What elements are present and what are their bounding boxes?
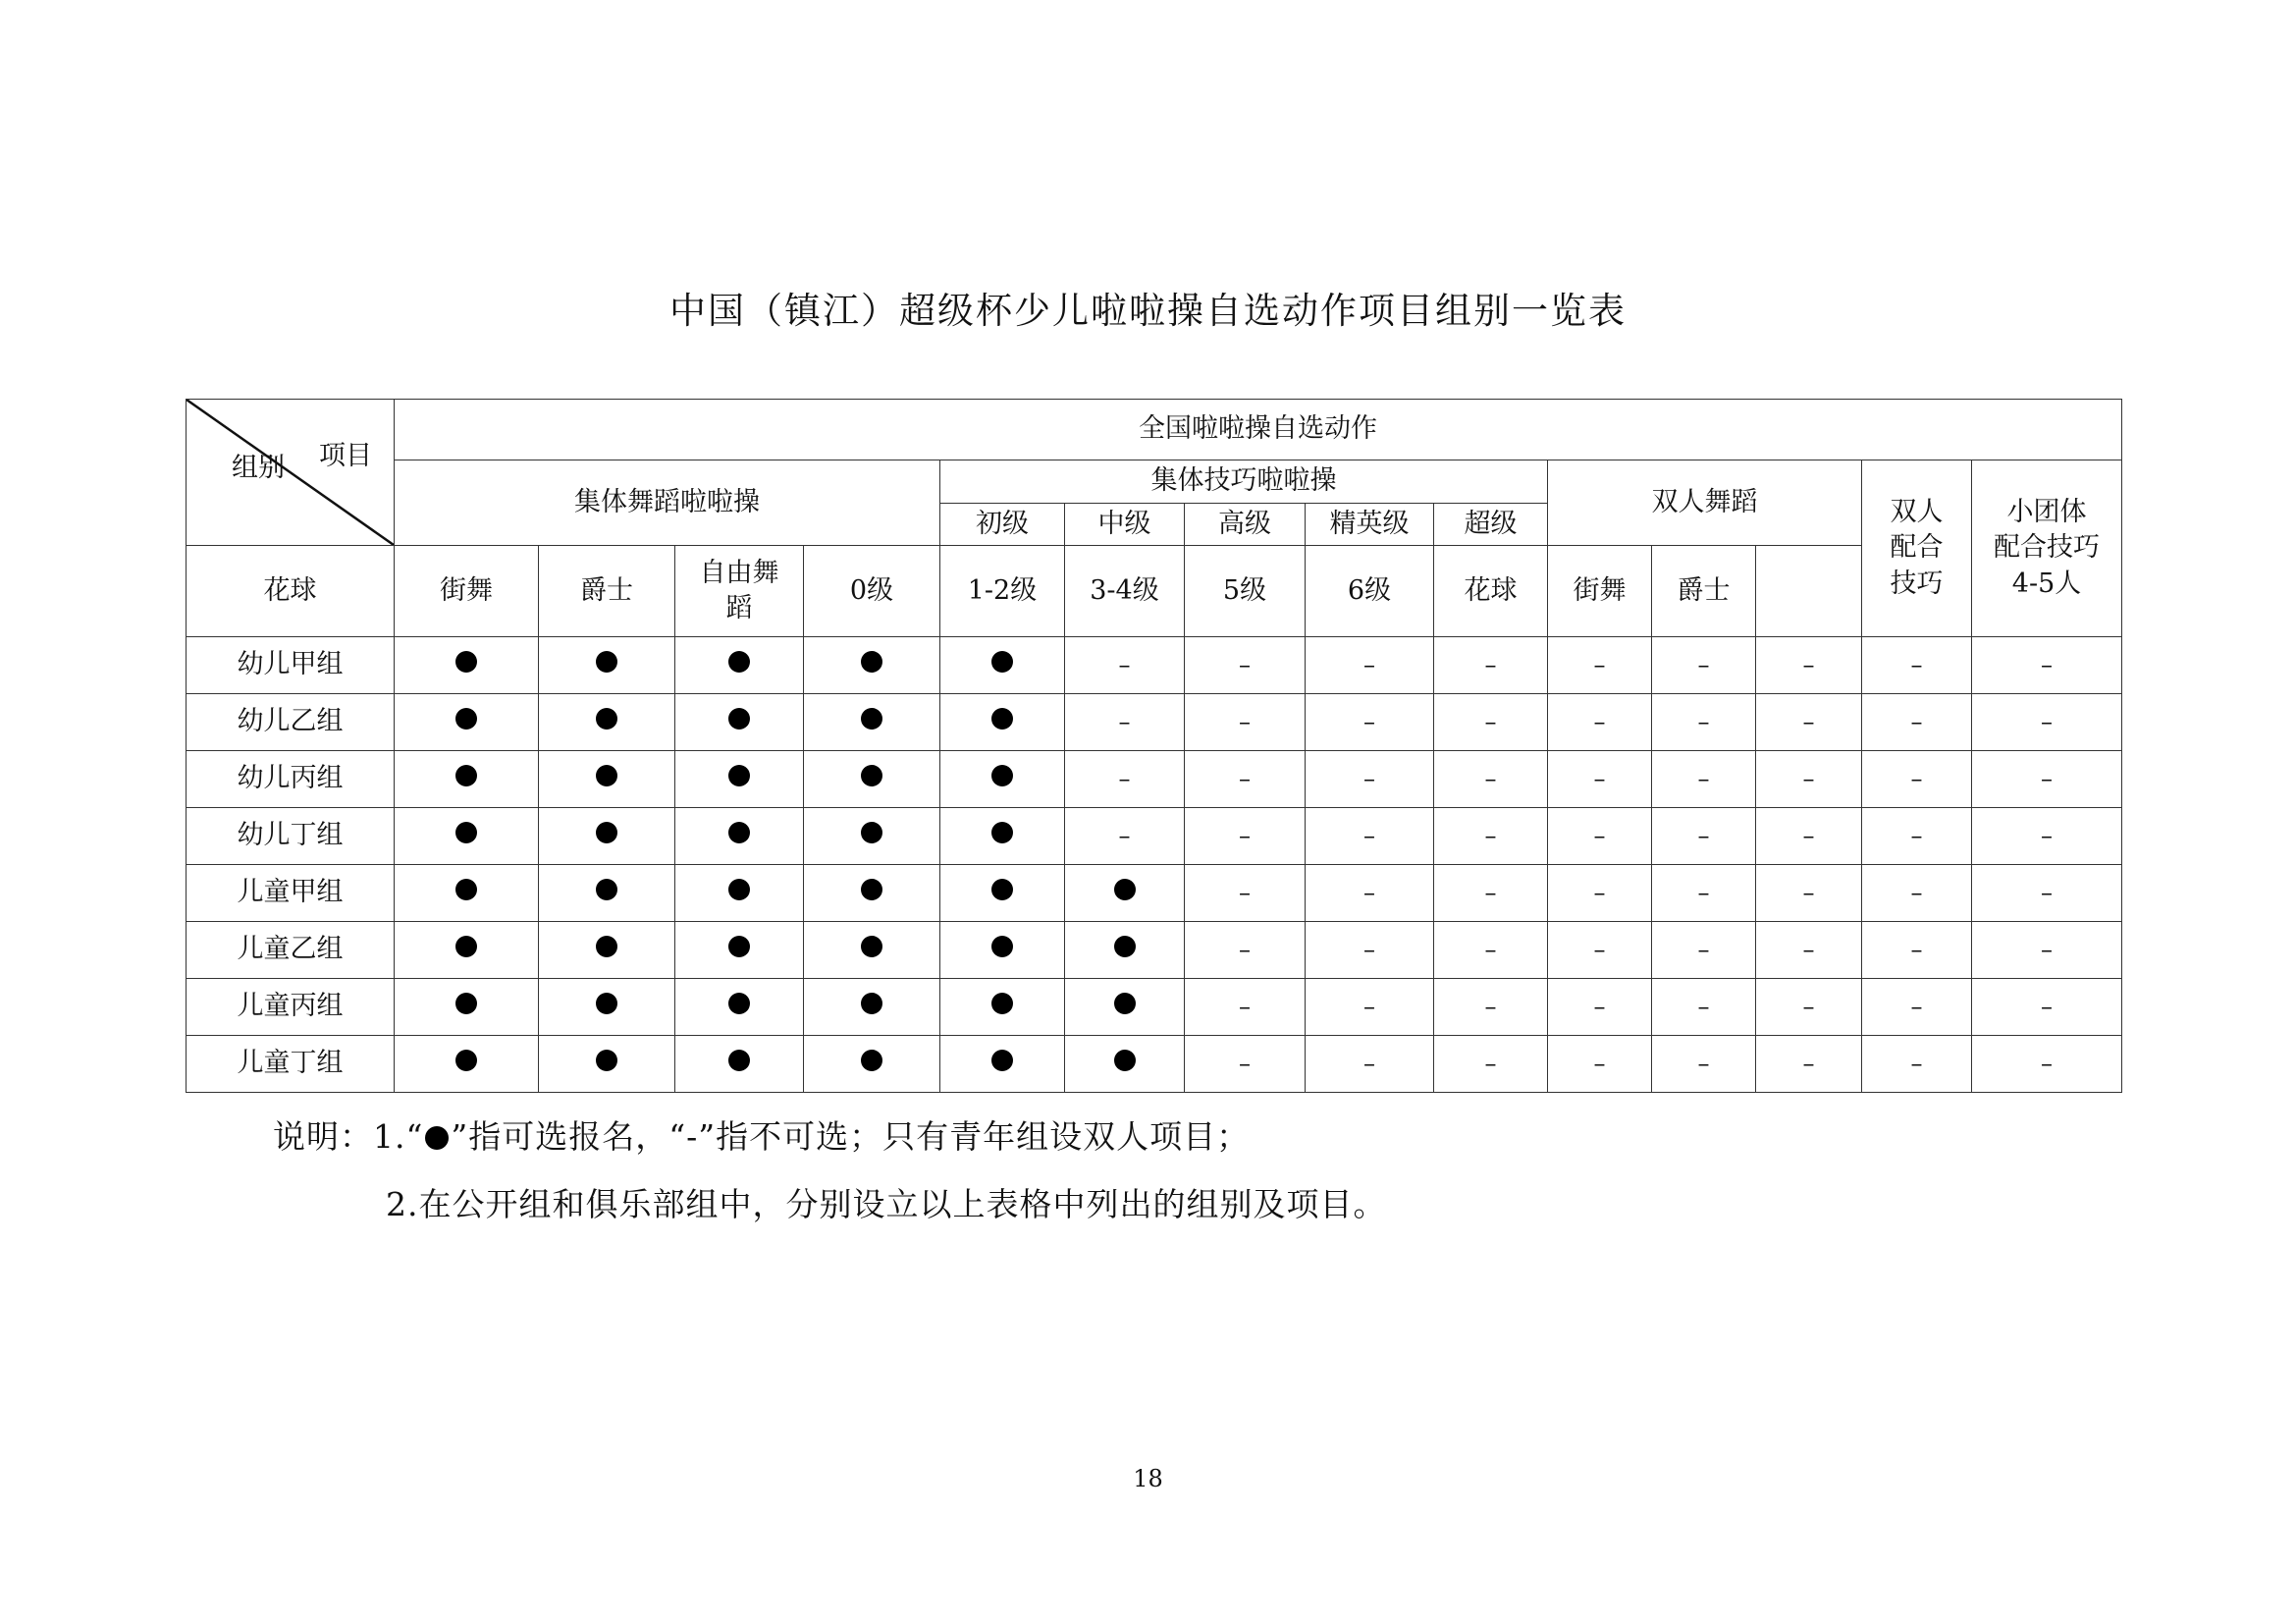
- not-selectable-dash: –: [1118, 708, 1131, 736]
- selectable-dot-icon: [596, 993, 617, 1014]
- not-selectable-dash: –: [1239, 708, 1251, 736]
- table-cell: [1548, 808, 1652, 865]
- not-selectable-dash: –: [1484, 651, 1497, 679]
- table-cell: [1862, 637, 1972, 694]
- selectable-dot-icon: [991, 822, 1013, 843]
- table-cell: [1972, 865, 2122, 922]
- table-cell: [1862, 865, 1972, 922]
- not-selectable-dash: –: [2041, 651, 2054, 679]
- not-selectable-dash: –: [1593, 993, 1606, 1021]
- selectable-dot-icon: [728, 651, 750, 673]
- not-selectable-dash: –: [1697, 708, 1710, 736]
- table-cell: [1548, 751, 1652, 808]
- selectable-dot-icon: [728, 765, 750, 786]
- note-line-1: [273, 1111, 1250, 1158]
- selectable-dot-icon: [991, 993, 1013, 1014]
- selectable-dot-icon: [596, 708, 617, 730]
- corner-header-cell: [187, 400, 395, 546]
- row-label-cell: 儿童乙组: [187, 922, 395, 979]
- table-cell: [1862, 751, 1972, 808]
- selectable-dot-icon: [455, 765, 477, 786]
- table-cell: [804, 637, 940, 694]
- table-cell: [1434, 751, 1548, 808]
- not-selectable-dash: –: [1593, 765, 1606, 793]
- selectable-dot-icon: [1114, 993, 1136, 1014]
- table-cell: [940, 637, 1065, 694]
- table-cell: [539, 751, 675, 808]
- table-cell: [1548, 979, 1652, 1036]
- table-cell: [1756, 637, 1862, 694]
- selectable-dot-icon: [728, 822, 750, 843]
- row-label-cell: 儿童甲组: [187, 865, 395, 922]
- table-cell: [1434, 922, 1548, 979]
- note-line-2: 2.在公开组和俱乐部组中，分别设立以上表格中列出的组别及项目。: [386, 1185, 1387, 1223]
- selectable-dot-icon: [861, 936, 882, 957]
- table-cell: [395, 637, 539, 694]
- table-cell: [539, 637, 675, 694]
- row-label-cell: 儿童丙组: [187, 979, 395, 1036]
- table-cell: [1306, 694, 1434, 751]
- table-cell: [1756, 865, 1862, 922]
- table-cell: [1548, 637, 1652, 694]
- table-cell: [1756, 694, 1862, 751]
- table-cell: [1862, 808, 1972, 865]
- not-selectable-dash: –: [1697, 822, 1710, 850]
- not-selectable-dash: –: [1802, 651, 1815, 679]
- table-cell: [1185, 865, 1306, 922]
- table-cell: [675, 922, 804, 979]
- table-cell: [804, 865, 940, 922]
- not-selectable-dash: –: [1363, 651, 1375, 679]
- table-cell: [1756, 922, 1862, 979]
- table-row: [187, 694, 2122, 751]
- table-cell: [1434, 694, 1548, 751]
- table-cell: [940, 922, 1065, 979]
- selectable-dot-icon: [596, 651, 617, 673]
- table-cell: [539, 979, 675, 1036]
- table-cell: [395, 808, 539, 865]
- not-selectable-dash: –: [1239, 1050, 1251, 1078]
- selectable-dot-icon: [861, 993, 882, 1014]
- not-selectable-dash: –: [1697, 936, 1710, 964]
- column-header-cell: 3-4级: [1065, 546, 1185, 637]
- not-selectable-dash: –: [2041, 708, 2054, 736]
- corner-label-items: 项目: [319, 441, 372, 471]
- not-selectable-dash: –: [1697, 765, 1710, 793]
- not-selectable-dash: –: [1697, 879, 1710, 907]
- table-cell: [1862, 922, 1972, 979]
- table-cell: [539, 1036, 675, 1093]
- selectable-dot-icon: [455, 651, 477, 673]
- not-selectable-dash: –: [1910, 822, 1923, 850]
- selectable-dot-icon: [596, 879, 617, 900]
- not-selectable-dash: –: [1363, 1050, 1375, 1078]
- table-cell: [1652, 751, 1756, 808]
- table-cell: [1862, 694, 1972, 751]
- table-cell: [1862, 979, 1972, 1036]
- not-selectable-dash: –: [1802, 708, 1815, 736]
- note-line-1-prefix: 说明：1.“: [273, 1117, 424, 1156]
- table-cell: [1306, 979, 1434, 1036]
- not-selectable-dash: –: [1910, 1050, 1923, 1078]
- selectable-dot-icon: [455, 1050, 477, 1071]
- note-line-1-rest: ”指可选报名，“-”指不可选；只有青年组设双人项目；: [451, 1117, 1251, 1156]
- not-selectable-dash: –: [1802, 879, 1815, 907]
- table-cell: [675, 979, 804, 1036]
- table-cell: [1548, 1036, 1652, 1093]
- not-selectable-dash: –: [1593, 822, 1606, 850]
- not-selectable-dash: –: [1484, 765, 1497, 793]
- table-cell: [1548, 865, 1652, 922]
- document-title: 中国（镇江）超级杯少儿啦啦操自选动作项目组别一览表: [669, 290, 1627, 332]
- selectable-dot-icon: [728, 708, 750, 730]
- not-selectable-dash: –: [1593, 879, 1606, 907]
- table-cell: [1756, 1036, 1862, 1093]
- table-cell: [395, 1036, 539, 1093]
- table-cell: [539, 865, 675, 922]
- table-cell: [1434, 865, 1548, 922]
- table-cell: [1185, 694, 1306, 751]
- table-cell: [940, 694, 1065, 751]
- table-cell: [1306, 637, 1434, 694]
- selectable-dot-icon: [861, 765, 882, 786]
- not-selectable-dash: –: [1910, 708, 1923, 736]
- not-selectable-dash: –: [1593, 651, 1606, 679]
- not-selectable-dash: –: [1363, 708, 1375, 736]
- table-cell: [1306, 1036, 1434, 1093]
- table-cell: [1434, 1036, 1548, 1093]
- not-selectable-dash: –: [2041, 936, 2054, 964]
- not-selectable-dash: –: [1118, 822, 1131, 850]
- table-cell: [1756, 751, 1862, 808]
- selectable-dot-icon: [596, 765, 617, 786]
- table-cell: [1972, 1036, 2122, 1093]
- selectable-dot-icon: [728, 1050, 750, 1071]
- column-header-cell: 6级: [1306, 546, 1434, 637]
- not-selectable-dash: –: [1484, 708, 1497, 736]
- table-cell: [1862, 1036, 1972, 1093]
- table-cell: [539, 808, 675, 865]
- group-header-dance: 集体舞蹈啦啦操: [395, 460, 940, 546]
- header-row-4: [187, 546, 2122, 637]
- page-number: 18: [1133, 1465, 1163, 1492]
- table-cell: [1065, 979, 1185, 1036]
- table-cell: [804, 922, 940, 979]
- header-row-2: [187, 460, 2122, 504]
- skill-level-cell: 超级: [1434, 504, 1548, 546]
- not-selectable-dash: –: [1802, 993, 1815, 1021]
- column-header-cell: 爵士: [1652, 546, 1756, 637]
- table-cell: [675, 865, 804, 922]
- row-label-cell: 幼儿乙组: [187, 694, 395, 751]
- selectable-dot-icon: [728, 993, 750, 1014]
- table-cell: [1652, 694, 1756, 751]
- table-cell: [1756, 979, 1862, 1036]
- table-cell: [1972, 694, 2122, 751]
- table-cell: [675, 751, 804, 808]
- selectable-dot-icon: [991, 1050, 1013, 1071]
- table-cell: [1972, 922, 2122, 979]
- table-cell: [1652, 865, 1756, 922]
- selectable-dot-icon: [1114, 1050, 1136, 1071]
- table-cell: [675, 637, 804, 694]
- not-selectable-dash: –: [1802, 822, 1815, 850]
- table-row: [187, 922, 2122, 979]
- not-selectable-dash: –: [1697, 993, 1710, 1021]
- table-cell: [539, 694, 675, 751]
- not-selectable-dash: –: [1239, 765, 1251, 793]
- table-cell: [1434, 808, 1548, 865]
- table-cell: [940, 751, 1065, 808]
- table-cell: [940, 808, 1065, 865]
- table-cell: [1972, 979, 2122, 1036]
- table-cell: [804, 808, 940, 865]
- group-header-small-team: 小团体 配合技巧 4-5人: [1972, 460, 2122, 637]
- table-cell: [395, 751, 539, 808]
- table-row: [187, 979, 2122, 1036]
- selectable-dot-icon: [455, 708, 477, 730]
- selectable-dot-icon: [1114, 936, 1136, 957]
- column-header-cell: 自由舞 蹈: [675, 546, 804, 637]
- table-cell: [1185, 751, 1306, 808]
- table-cell: [1065, 922, 1185, 979]
- not-selectable-dash: –: [1363, 822, 1375, 850]
- table-cell: [804, 1036, 940, 1093]
- table-cell: [1185, 1036, 1306, 1093]
- not-selectable-dash: –: [1239, 879, 1251, 907]
- top-header-cell: 全国啦啦操自选动作: [395, 400, 2122, 460]
- table-cell: [940, 865, 1065, 922]
- table-cell: [1972, 808, 2122, 865]
- table-cell: [1434, 979, 1548, 1036]
- column-header-cell: 爵士: [539, 546, 675, 637]
- not-selectable-dash: –: [1593, 708, 1606, 736]
- table-cell: [1652, 922, 1756, 979]
- table-cell: [675, 694, 804, 751]
- skill-level-cell: 精英级: [1306, 504, 1434, 546]
- selectable-dot-icon: [991, 936, 1013, 957]
- not-selectable-dash: –: [1239, 993, 1251, 1021]
- table-cell: [675, 1036, 804, 1093]
- selectable-dot-icon: [861, 708, 882, 730]
- table-cell: [1185, 637, 1306, 694]
- not-selectable-dash: –: [1910, 765, 1923, 793]
- column-header-cell: 街舞: [1548, 546, 1652, 637]
- table-cell: [1306, 922, 1434, 979]
- selectable-dot-icon: [455, 822, 477, 843]
- table-row: [187, 751, 2122, 808]
- table-cell: [1065, 751, 1185, 808]
- table-cell: [1185, 922, 1306, 979]
- table-cell: [1972, 751, 2122, 808]
- table-row: [187, 637, 2122, 694]
- not-selectable-dash: –: [1363, 879, 1375, 907]
- column-header-cell: 花球: [1434, 546, 1548, 637]
- table-cell: [1548, 922, 1652, 979]
- not-selectable-dash: –: [1910, 993, 1923, 1021]
- not-selectable-dash: –: [1239, 822, 1251, 850]
- not-selectable-dash: –: [1484, 822, 1497, 850]
- table-cell: [1434, 637, 1548, 694]
- table-cell: [940, 1036, 1065, 1093]
- table-cell: [1972, 637, 2122, 694]
- table-cell: [1065, 1036, 1185, 1093]
- group-header-pair-dance: 双人舞蹈: [1548, 460, 1862, 546]
- not-selectable-dash: –: [1239, 651, 1251, 679]
- table-cell: [539, 922, 675, 979]
- table-cell: [395, 922, 539, 979]
- not-selectable-dash: –: [1910, 651, 1923, 679]
- not-selectable-dash: –: [1363, 993, 1375, 1021]
- selectable-dot-icon: [991, 651, 1013, 673]
- table-cell: [1652, 808, 1756, 865]
- table-cell: [1065, 694, 1185, 751]
- not-selectable-dash: –: [1802, 936, 1815, 964]
- not-selectable-dash: –: [2041, 765, 2054, 793]
- table-cell: [804, 979, 940, 1036]
- group-header-pair-skills: 双人 配合 技巧: [1862, 460, 1972, 637]
- not-selectable-dash: –: [1910, 936, 1923, 964]
- column-header-cell: 街舞: [395, 546, 539, 637]
- table-cell: [395, 979, 539, 1036]
- row-label-cell: 幼儿丁组: [187, 808, 395, 865]
- column-header-cell: 花球: [187, 546, 395, 637]
- selectable-dot-icon: [991, 708, 1013, 730]
- table-row: [187, 808, 2122, 865]
- not-selectable-dash: –: [1363, 936, 1375, 964]
- competition-table: [186, 399, 2122, 1093]
- column-header-cell: 0级: [804, 546, 940, 637]
- table-cell: [1652, 1036, 1756, 1093]
- table-cell: [1306, 865, 1434, 922]
- table-cell: [1652, 637, 1756, 694]
- not-selectable-dash: –: [1484, 936, 1497, 964]
- not-selectable-dash: –: [2041, 993, 2054, 1021]
- row-label-cell: 幼儿丙组: [187, 751, 395, 808]
- not-selectable-dash: –: [1910, 879, 1923, 907]
- selectable-dot-icon: [861, 822, 882, 843]
- skill-level-cell: 初级: [940, 504, 1065, 546]
- column-header-cell: 5级: [1185, 546, 1306, 637]
- table-row: [187, 865, 2122, 922]
- selectable-dot-icon: [861, 879, 882, 900]
- table-cell: [1306, 751, 1434, 808]
- table-cell: [940, 979, 1065, 1036]
- not-selectable-dash: –: [1593, 936, 1606, 964]
- table-cell: [1065, 808, 1185, 865]
- not-selectable-dash: –: [1484, 1050, 1497, 1078]
- not-selectable-dash: –: [2041, 822, 2054, 850]
- table-cell: [395, 865, 539, 922]
- not-selectable-dash: –: [1802, 765, 1815, 793]
- table-row: [187, 1036, 2122, 1093]
- selectable-dot-icon: [596, 822, 617, 843]
- selectable-dot-icon: [455, 879, 477, 900]
- header-row-1: [187, 400, 2122, 460]
- selectable-dot-icon: [861, 1050, 882, 1071]
- table-cell: [1652, 979, 1756, 1036]
- selectable-dot-icon: [991, 879, 1013, 900]
- column-header-cell: 1-2级: [940, 546, 1065, 637]
- selectable-dot-icon: [455, 993, 477, 1014]
- table-cell: [804, 751, 940, 808]
- table-cell: [1065, 865, 1185, 922]
- table-cell: [1548, 694, 1652, 751]
- not-selectable-dash: –: [1363, 765, 1375, 793]
- selectable-dot-icon: [991, 765, 1013, 786]
- selectable-dot-icon: [596, 936, 617, 957]
- group-header-skills: 集体技巧啦啦操: [940, 460, 1548, 504]
- not-selectable-dash: –: [1697, 651, 1710, 679]
- not-selectable-dash: –: [1484, 879, 1497, 907]
- row-label-cell: 幼儿甲组: [187, 637, 395, 694]
- table-cell: [804, 694, 940, 751]
- selectable-dot-icon: [425, 1126, 449, 1150]
- not-selectable-dash: –: [1697, 1050, 1710, 1078]
- selectable-dot-icon: [728, 879, 750, 900]
- skill-level-cell: 中级: [1065, 504, 1185, 546]
- selectable-dot-icon: [596, 1050, 617, 1071]
- corner-label-groups: 组别: [232, 452, 285, 483]
- selectable-dot-icon: [728, 936, 750, 957]
- table-cell: [1065, 637, 1185, 694]
- selectable-dot-icon: [861, 651, 882, 673]
- not-selectable-dash: –: [2041, 1050, 2054, 1078]
- table-cell: [395, 694, 539, 751]
- not-selectable-dash: –: [2041, 879, 2054, 907]
- selectable-dot-icon: [455, 936, 477, 957]
- table-cell: [1756, 808, 1862, 865]
- skill-level-cell: 高级: [1185, 504, 1306, 546]
- not-selectable-dash: –: [1239, 936, 1251, 964]
- not-selectable-dash: –: [1118, 651, 1131, 679]
- selectable-dot-icon: [1114, 879, 1136, 900]
- not-selectable-dash: –: [1484, 993, 1497, 1021]
- not-selectable-dash: –: [1802, 1050, 1815, 1078]
- row-label-cell: 儿童丁组: [187, 1036, 395, 1093]
- table-cell: [675, 808, 804, 865]
- table-cell: [1185, 808, 1306, 865]
- not-selectable-dash: –: [1118, 765, 1131, 793]
- table-cell: [1185, 979, 1306, 1036]
- table-cell: [1306, 808, 1434, 865]
- not-selectable-dash: –: [1593, 1050, 1606, 1078]
